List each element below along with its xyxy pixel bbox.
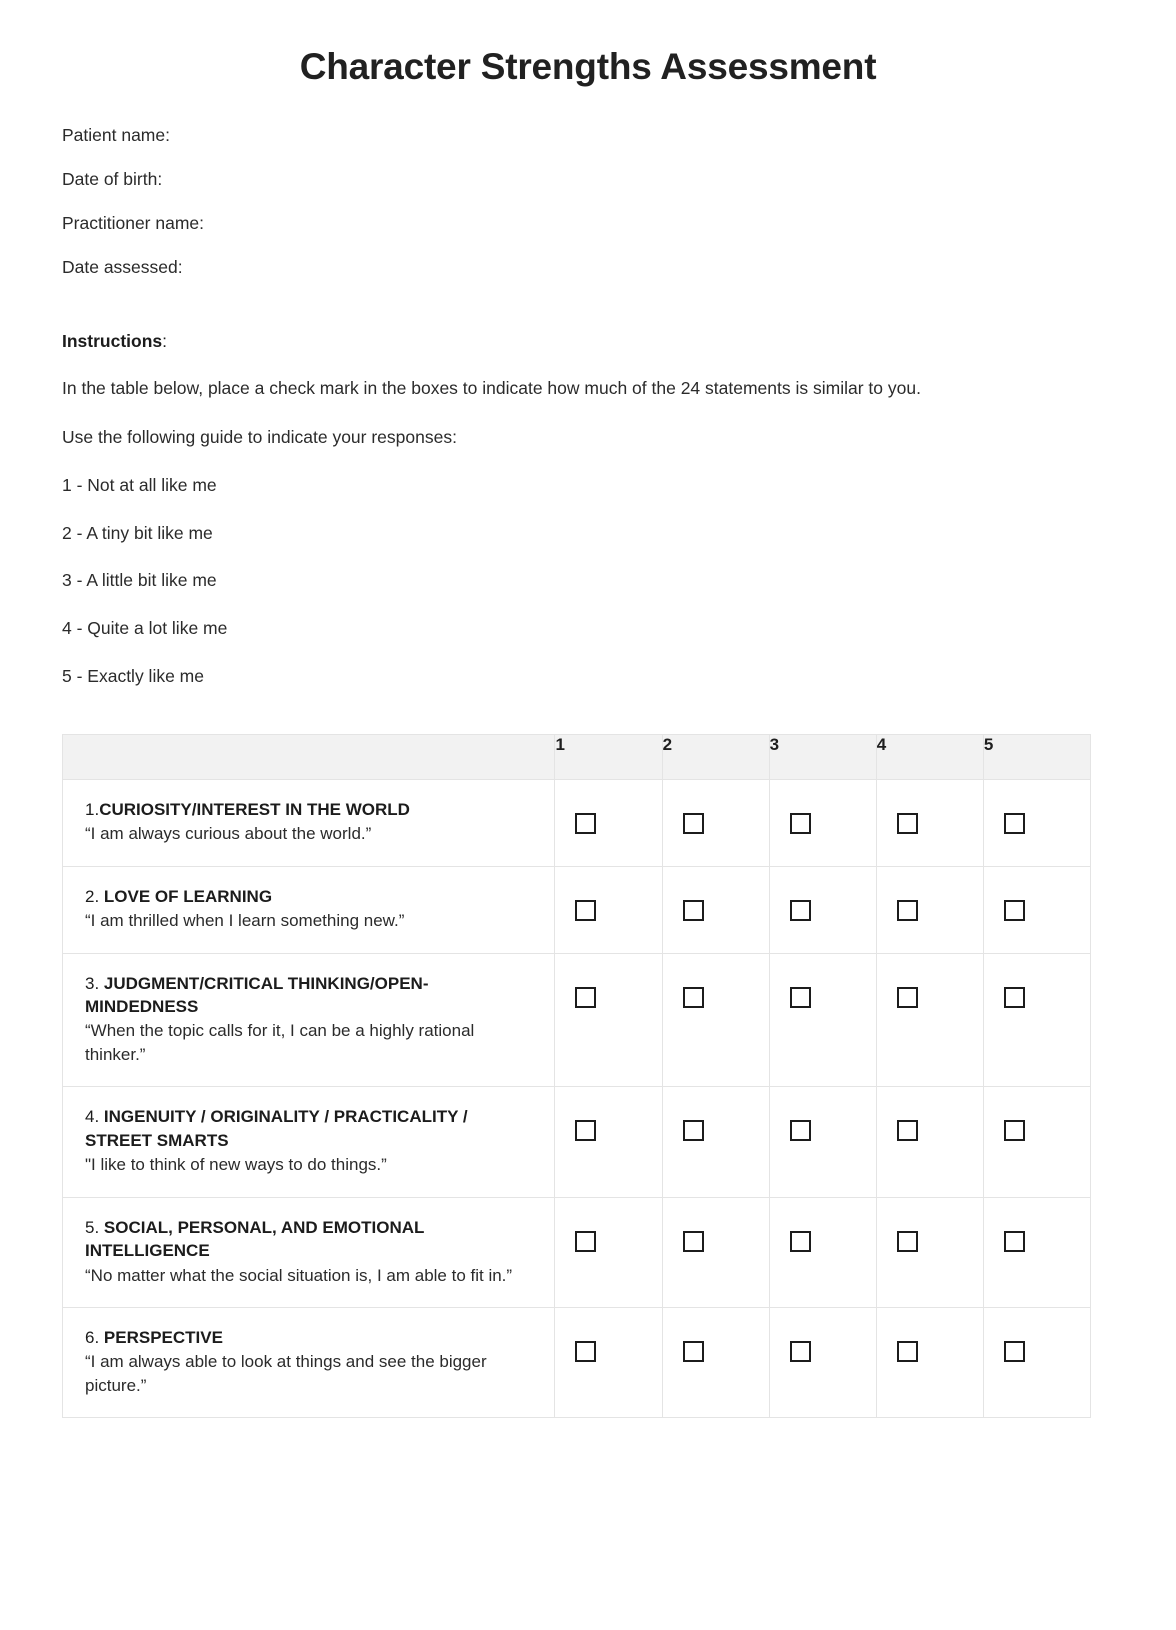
rating-cell-2[interactable] — [662, 779, 769, 866]
checkbox[interactable] — [1004, 900, 1025, 921]
field-date-assessed: Date assessed: — [62, 256, 183, 277]
checkbox[interactable] — [1004, 813, 1025, 834]
rating-cell-1[interactable] — [555, 1308, 662, 1418]
statement-number: 6. — [85, 1328, 100, 1348]
scale-item-5: 5 - Exactly like me — [62, 665, 204, 686]
table-row — [63, 1197, 1091, 1307]
rating-cell-2[interactable] — [662, 866, 769, 953]
field-practitioner-name: Practitioner name: — [62, 212, 205, 233]
checkbox[interactable] — [897, 813, 918, 834]
rating-cell-5[interactable] — [983, 866, 1090, 953]
checkbox[interactable] — [790, 1120, 811, 1141]
rating-cell-3[interactable] — [769, 1308, 876, 1418]
rating-cell-4[interactable] — [876, 866, 983, 953]
checkbox[interactable] — [897, 987, 918, 1008]
instructions-paragraph: In the table below, place a check mark in the boxes to indicate how much of the 24 statements is similar to you. — [62, 378, 921, 399]
checkbox[interactable] — [683, 813, 704, 834]
statement-quote: “No matter what the social situation is, I am able to fit in.” — [85, 1265, 513, 1285]
table-row — [63, 1308, 1091, 1418]
table-header — [63, 734, 1091, 779]
rating-cell-3[interactable] — [769, 1087, 876, 1197]
instructions-section — [62, 331, 1114, 687]
statement-quote: "I like to think of new ways to do things.” — [85, 1155, 387, 1175]
statement-title — [85, 798, 532, 821]
checkbox[interactable] — [1004, 987, 1025, 1008]
table-row — [63, 866, 1091, 953]
instructions-heading — [62, 331, 1114, 352]
table-body — [63, 779, 1091, 1418]
column-header-4: 4 — [876, 734, 983, 779]
checkbox[interactable] — [575, 813, 596, 834]
statement-cell — [63, 953, 555, 1087]
rating-cell-3[interactable] — [769, 1197, 876, 1307]
statement-number: 4. — [85, 1107, 100, 1127]
rating-cell-4[interactable] — [876, 779, 983, 866]
checkbox[interactable] — [683, 1231, 704, 1252]
instructions-colon: : — [162, 331, 168, 352]
scale-item-4: 4 - Quite a lot like me — [62, 618, 228, 639]
rating-cell-5[interactable] — [983, 1308, 1090, 1418]
table-row — [63, 779, 1091, 866]
statement-title — [85, 885, 532, 908]
rating-cell-4[interactable] — [876, 1308, 983, 1418]
statement-number: 1. — [85, 799, 100, 819]
checkbox[interactable] — [1004, 1231, 1025, 1252]
page-title: Character Strengths Assessment — [299, 46, 877, 87]
scale-item-3: 3 - A little bit like me — [62, 570, 217, 591]
column-header-1: 1 — [555, 734, 662, 779]
checkbox[interactable] — [790, 900, 811, 921]
statement-quote: “I am thrilled when I learn something new.” — [85, 911, 405, 931]
checkbox[interactable] — [575, 900, 596, 921]
rating-cell-3[interactable] — [769, 779, 876, 866]
statement-cell — [63, 866, 555, 953]
rating-cell-1[interactable] — [555, 1197, 662, 1307]
checkbox[interactable] — [790, 813, 811, 834]
checkbox[interactable] — [575, 1120, 596, 1141]
checkbox[interactable] — [790, 987, 811, 1008]
statement-quote: “When the topic calls for it, I can be a highly rational thinker.” — [85, 1021, 475, 1064]
rating-cell-2[interactable] — [662, 1197, 769, 1307]
column-header-3: 3 — [769, 734, 876, 779]
statement-name: LOVE OF LEARNING — [103, 886, 273, 906]
statement-quote: “I am always able to look at things and see the bigger picture.” — [85, 1352, 487, 1395]
statement-title — [85, 1326, 532, 1349]
rating-cell-2[interactable] — [662, 1087, 769, 1197]
rating-cell-1[interactable] — [555, 779, 662, 866]
column-header-statement — [63, 734, 555, 779]
instructions-label: Instructions — [62, 331, 163, 352]
rating-cell-1[interactable] — [555, 1087, 662, 1197]
statement-name: JUDGMENT/CRITICAL THINKING/OPEN-MINDEDNESS — [85, 973, 429, 1016]
checkbox[interactable] — [575, 987, 596, 1008]
column-header-5: 5 — [983, 734, 1090, 779]
rating-cell-2[interactable] — [662, 1308, 769, 1418]
checkbox[interactable] — [575, 1231, 596, 1252]
rating-cell-4[interactable] — [876, 1087, 983, 1197]
rating-cell-2[interactable] — [662, 953, 769, 1087]
rating-cell-3[interactable] — [769, 866, 876, 953]
scale-item-2: 2 - A tiny bit like me — [62, 522, 213, 543]
scale-item-1: 1 - Not at all like me — [62, 474, 217, 495]
statement-title — [85, 1105, 532, 1152]
instructions-guide-intro: Use the following guide to indicate your responses: — [62, 427, 457, 448]
checkbox[interactable] — [897, 1231, 918, 1252]
field-patient-name: Patient name: — [62, 125, 170, 146]
checkbox[interactable] — [683, 900, 704, 921]
checkbox[interactable] — [897, 1120, 918, 1141]
rating-cell-5[interactable] — [983, 779, 1090, 866]
rating-cell-5[interactable] — [983, 953, 1090, 1087]
rating-cell-5[interactable] — [983, 1197, 1090, 1307]
checkbox[interactable] — [575, 1341, 596, 1362]
checkbox[interactable] — [897, 1341, 918, 1362]
statement-cell — [63, 1197, 555, 1307]
rating-cell-4[interactable] — [876, 1197, 983, 1307]
statement-number: 2. — [85, 886, 100, 906]
checkbox[interactable] — [790, 1341, 811, 1362]
statement-cell — [63, 1308, 555, 1418]
header-fields — [62, 124, 1114, 278]
statement-number: 5. — [85, 1217, 100, 1237]
rating-cell-1[interactable] — [555, 953, 662, 1087]
assessment-table — [62, 734, 1091, 1419]
statement-name: SOCIAL, PERSONAL, AND EMOTIONAL INTELLIGENCE — [85, 1217, 425, 1261]
checkbox[interactable] — [1004, 1120, 1025, 1141]
checkbox[interactable] — [897, 900, 918, 921]
statement-name: CURIOSITY/INTEREST IN THE WORLD — [99, 799, 410, 819]
statement-name: INGENUITY / ORIGINALITY / PRACTICALITY / STREET SMARTS — [85, 1107, 468, 1150]
checkbox[interactable] — [1004, 1341, 1025, 1362]
table-header-row — [63, 734, 1091, 779]
table-row — [63, 953, 1091, 1087]
rating-cell-4[interactable] — [876, 953, 983, 1087]
checkbox[interactable] — [683, 1120, 704, 1141]
checkbox[interactable] — [683, 987, 704, 1008]
field-date-of-birth: Date of birth: — [62, 169, 163, 189]
rating-cell-5[interactable] — [983, 1087, 1090, 1197]
table-row — [63, 1087, 1091, 1197]
statement-name: PERSPECTIVE — [103, 1328, 223, 1348]
rating-cell-3[interactable] — [769, 953, 876, 1087]
statement-number: 3. — [85, 973, 100, 993]
checkbox[interactable] — [790, 1231, 811, 1252]
statement-cell — [63, 779, 555, 866]
checkbox[interactable] — [683, 1341, 704, 1362]
statement-quote: “I am always curious about the world.” — [85, 824, 372, 844]
rating-cell-1[interactable] — [555, 866, 662, 953]
statement-cell — [63, 1087, 555, 1197]
column-header-2: 2 — [662, 734, 769, 779]
statement-title — [85, 1216, 532, 1263]
statement-title — [85, 972, 532, 1019]
